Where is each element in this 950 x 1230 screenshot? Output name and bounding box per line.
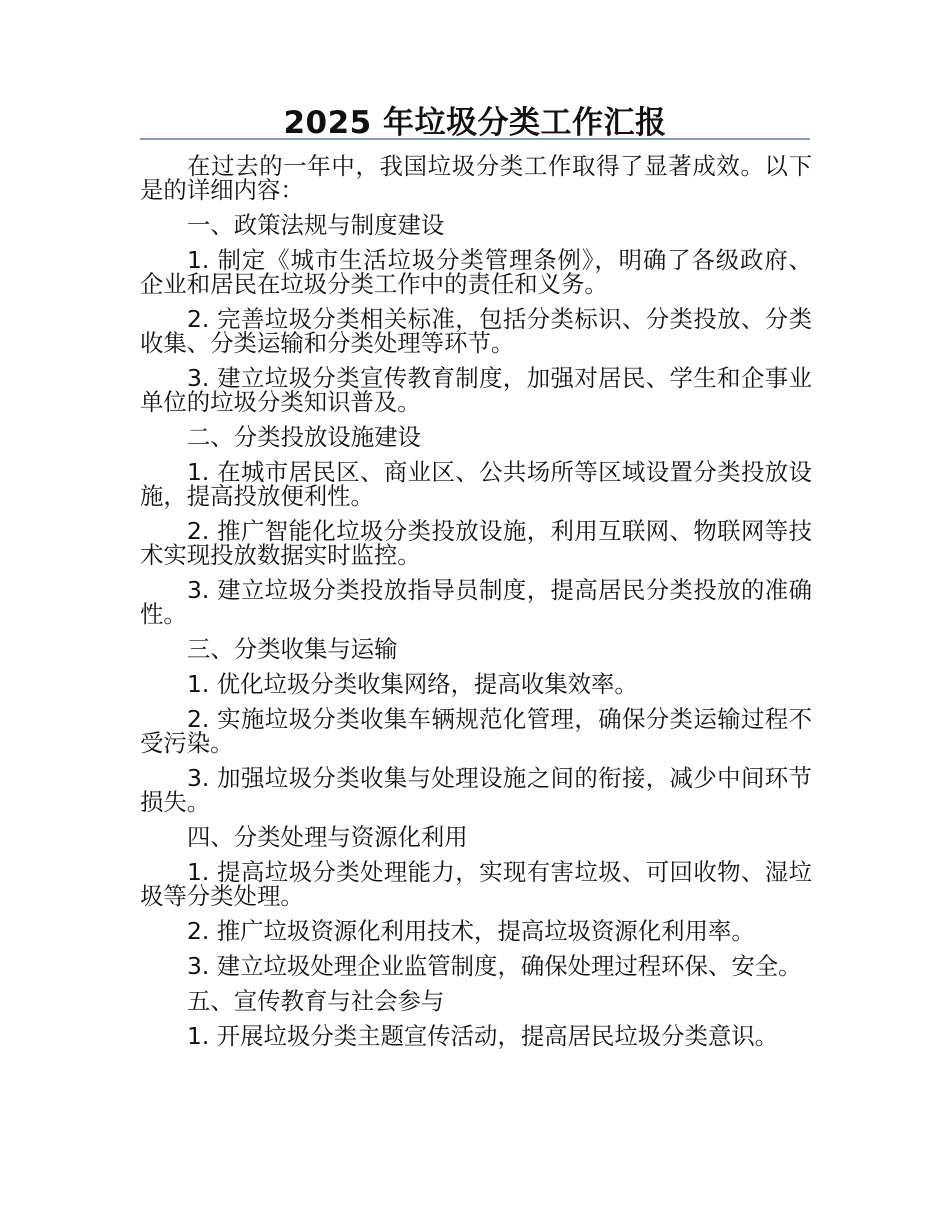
list-item: 1. 开展垃圾分类主题宣传活动，提高居民垃圾分类意识。 <box>187 1022 779 1050</box>
list-item: 2. 实施垃圾分类收集车辆规范化管理，确保分类运输过程不受污染。 <box>140 705 812 757</box>
list-item: 2. 完善垃圾分类相关标准，包括分类标识、分类投放、分类收集、分类运输和分类处理等环节。 <box>140 305 812 357</box>
list-item: 2. 推广智能化垃圾分类投放设施，利用互联网、物联网等技术实现投放数据实时监控。 <box>140 517 812 569</box>
section-heading-2: 二、分类投放设施建设 <box>187 423 421 451</box>
section-heading-1: 一、政策法规与制度建设 <box>187 211 445 239</box>
intro-paragraph: 在过去的一年中，我国垃圾分类工作取得了显著成效。以下是的详细内容： <box>140 152 812 204</box>
list-item: 3. 建立垃圾分类投放指导员制度，提高居民分类投放的准确性。 <box>140 576 812 628</box>
section-heading-5: 五、宣传教育与社会参与 <box>187 987 445 1015</box>
section-heading-3: 三、分类收集与运输 <box>187 635 398 663</box>
title-underline <box>140 138 810 140</box>
list-item: 3. 建立垃圾分类宣传教育制度，加强对居民、学生和企事业单位的垃圾分类知识普及。 <box>140 364 812 416</box>
list-item: 1. 制定《城市生活垃圾分类管理条例》，明确了各级政府、企业和居民在垃圾分类工作中的责任和义务。 <box>140 246 812 298</box>
list-item: 1. 优化垃圾分类收集网络，提高收集效率。 <box>187 670 638 698</box>
list-item: 2. 推广垃圾资源化利用技术，提高垃圾资源化利用率。 <box>187 917 755 945</box>
list-item: 3. 建立垃圾处理企业监管制度，确保处理过程环保、安全。 <box>187 952 802 980</box>
document-body <box>140 154 812 1059</box>
list-item: 1. 在城市居民区、商业区、公共场所等区域设置分类投放设施，提高投放便利性。 <box>140 458 812 510</box>
section-heading-4: 四、分类处理与资源化利用 <box>187 823 468 851</box>
page-title: 2025 年垃圾分类工作汇报 <box>283 105 667 141</box>
list-item: 1. 提高垃圾分类处理能力，实现有害垃圾、可回收物、湿垃圾等分类处理。 <box>140 858 812 910</box>
list-item: 3. 加强垃圾分类收集与处理设施之间的衔接，减少中间环节损失。 <box>140 764 812 816</box>
